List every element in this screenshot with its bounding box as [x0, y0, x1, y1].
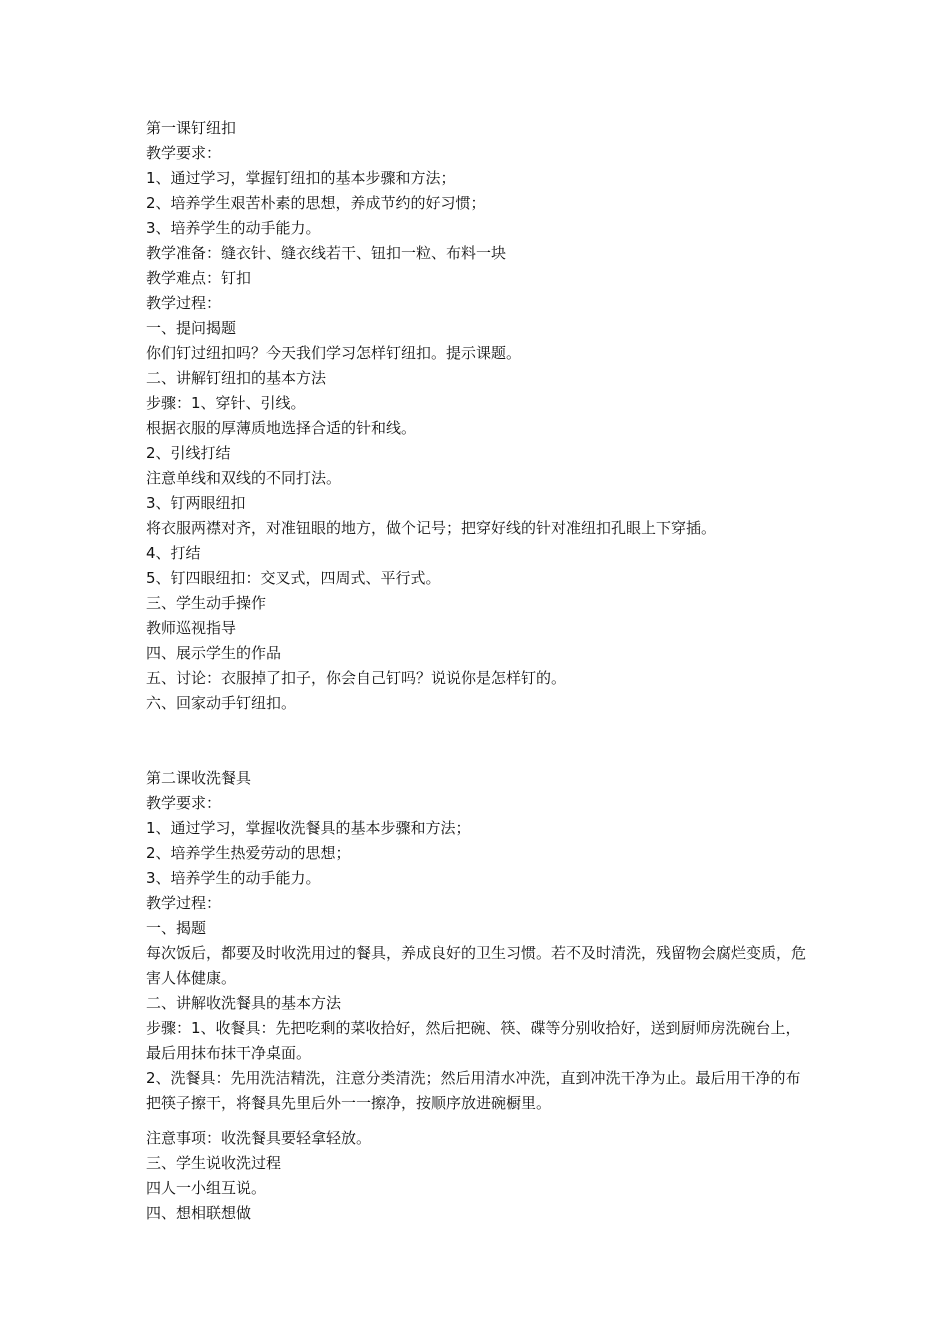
document-page	[146, 116, 814, 1226]
lesson2-section2-heading: 二、讲解收洗餐具的基本方法	[146, 994, 342, 1012]
lesson2-section3-text: 四人一小组互说。	[146, 1179, 267, 1197]
lesson2-requirement-2: 2、培养学生热爱劳动的思想；	[146, 844, 351, 862]
lesson1-process-line: 将衣服两襟对齐，对准钮眼的地方，做个记号；把穿好线的针对准纽扣孔眼上下穿插。	[146, 519, 717, 537]
lesson1-process-heading: 教学过程：	[146, 294, 222, 312]
lesson1-process-line: 5、钉四眼纽扣：交叉式，四周式、平行式。	[146, 569, 441, 587]
lesson1-requirement-1: 1、通过学习，掌握钉纽扣的基本步骤和方法；	[146, 169, 456, 187]
lesson1-process-line: 一、提问揭题	[146, 319, 237, 337]
lesson1-process-line: 六、回家动手钉纽扣。	[146, 694, 297, 712]
lesson2-title: 第二课收洗餐具	[146, 769, 252, 787]
lesson-separator	[146, 716, 814, 766]
lesson2-requirement-3: 3、培养学生的动手能力。	[146, 869, 321, 887]
lesson1-process-line: 二、讲解钉纽扣的基本方法	[146, 369, 327, 387]
lesson2-step2: 2、洗餐具：先用洗洁精洗，注意分类清洗；然后用清水冲洗，直到冲洗干净为止。最后用干净的布把筷子擦干，将餐具先里后外一一擦净，按顺序放进碗橱里。	[146, 1069, 801, 1112]
lesson1-process-line: 教师巡视指导	[146, 619, 237, 637]
lesson1-process-line: 步骤：1、穿针、引线。	[146, 394, 306, 412]
lesson2-requirements-heading: 教学要求：	[146, 794, 222, 812]
lesson2-step1: 步骤：1、收餐具：先把吃剩的菜收拾好，然后把碗、筷、碟等分别收拾好，送到厨师房洗碗台上，最后用抹布抹干净桌面。	[146, 1019, 801, 1062]
lesson1-title: 第一课钉纽扣	[146, 119, 237, 137]
lesson1-requirements-heading: 教学要求：	[146, 144, 222, 162]
lesson1-process-line: 你们钉过纽扣吗？今天我们学习怎样钉纽扣。提示课题。	[146, 344, 522, 362]
lesson1-process-line: 四、展示学生的作品	[146, 644, 282, 662]
lesson2-process-heading: 教学过程：	[146, 894, 222, 912]
lesson1-process-line: 4、打结	[146, 544, 201, 562]
paragraph-spacer	[146, 1116, 814, 1126]
lesson1-process-line: 2、引线打结	[146, 444, 231, 462]
lesson1-requirement-3: 3、培养学生的动手能力。	[146, 219, 321, 237]
lesson2-section1-text: 每次饭后，都要及时收洗用过的餐具，养成良好的卫生习惯。若不及时清洗，残留物会腐烂变质，危害人体健康。	[146, 944, 807, 987]
lesson1-process-line: 3、钉两眼纽扣	[146, 494, 246, 512]
lesson2-section3-heading: 三、学生说收洗过程	[146, 1154, 282, 1172]
lesson1-requirement-2: 2、培养学生艰苦朴素的思想，养成节约的好习惯；	[146, 194, 486, 212]
lesson1-process-line: 三、学生动手操作	[146, 594, 267, 612]
lesson1-process-line: 五、讨论：衣服掉了扣子，你会自己钉吗？说说你是怎样钉的。	[146, 669, 567, 687]
lesson2-section4-heading: 四、想相联想做	[146, 1204, 252, 1222]
lesson1-difficulty: 教学难点：钉扣	[146, 269, 252, 287]
lesson2-note: 注意事项：收洗餐具要轻拿轻放。	[146, 1129, 372, 1147]
lesson1-process-line: 注意单线和双线的不同打法。	[146, 469, 342, 487]
lesson2-section1-heading: 一、揭题	[146, 919, 207, 937]
lesson2-requirement-1: 1、通过学习，掌握收洗餐具的基本步骤和方法；	[146, 819, 471, 837]
lesson1-preparation: 教学准备：缝衣针、缝衣线若干、钮扣一粒、布料一块	[146, 244, 507, 262]
lesson1-process-line: 根据衣服的厚薄质地选择合适的针和线。	[146, 419, 417, 437]
